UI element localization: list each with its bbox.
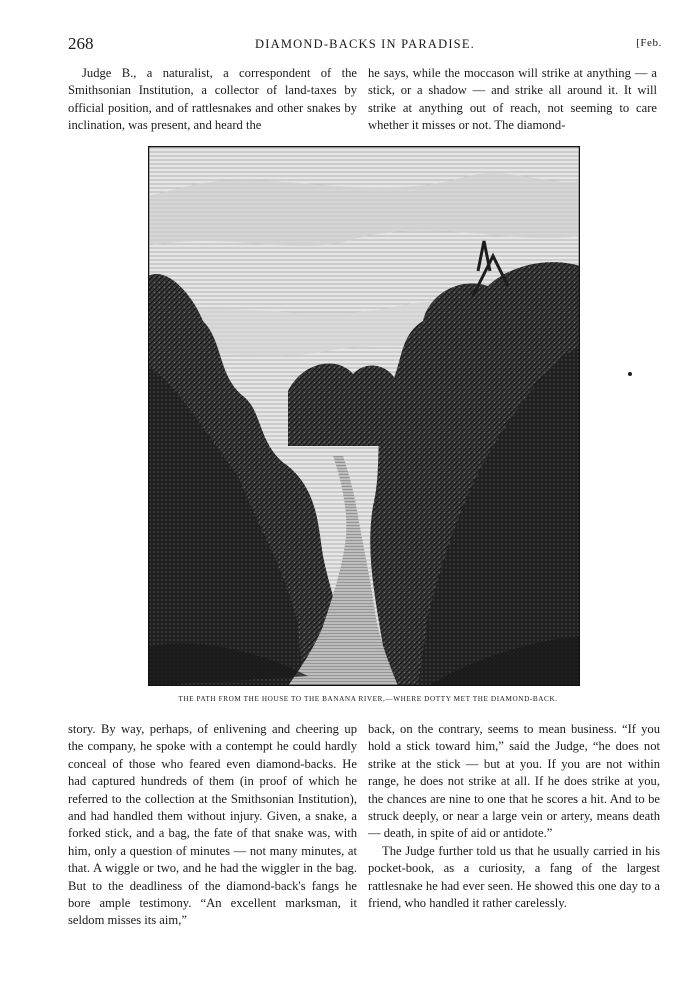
- paragraph: The Judge further told us that he usually carried in his pocket-book, as a curiosity, a fang of the largest rattlesnake he had ever seen. He showed this one day to a friend, who handled it rather carelessly.: [368, 843, 660, 911]
- text-column-top-left: [68, 65, 357, 135]
- ink-dot: [628, 372, 632, 376]
- running-month: [Feb.: [636, 37, 662, 49]
- paragraph: story. By way, perhaps, of enlivening and cheering up the company, he spoke with a contempt he could hardly conceal of those who feared even diamond-backs. He had captured hundreds of them (in proof of which he referred to the collection at the Smithsonian Institution), and had handled them without injury. Given, a snake, a forked stick, and a bag, the fate of that snake was, with him, only a question of minutes — not many minutes, at that. A wiggle or two, and he had the wiggler in the bag. But to the deadliness of the diamond-back's fangs he bore ample testimony. “An excellent marksman, it seldom misses its aim,”: [68, 722, 357, 928]
- paragraph: back, on the contrary, seems to mean business. “If you hold a stick toward him,” said the Judge, “he does not strike at the stick — but at you. If you are not within range, he does not strike at all. If he does strike at you, the chances are nine to one that he scores a hit. And to be struck deeply, or near a large vein or artery, means death — death, in spite of aid or antidote.”: [368, 722, 660, 841]
- text-column-top-right: [368, 65, 657, 135]
- paragraph: Judge B., a naturalist, a correspondent of the Smithsonian Institution, a collector of land-taxes by official position, and of rattlesnakes and other snakes by inclination, was present, and heard the: [68, 66, 357, 133]
- text-column-bottom-right: [368, 721, 660, 912]
- path-to-river-engraving: [148, 146, 580, 686]
- running-title: DIAMOND-BACKS IN PARADISE.: [255, 37, 475, 51]
- engraving-illustration: [148, 146, 580, 686]
- paragraph: he says, while the moccason will strike at anything — a stick, or a shadow — and strike all around it. It will strike at anything out of reach, not seeming to care whether it misses or not. The diamond-: [368, 66, 657, 133]
- text-column-bottom-left: [68, 721, 357, 930]
- running-head: [68, 34, 662, 54]
- figure-caption: THE PATH FROM THE HOUSE TO THE BANANA RIVER,—WHERE DOTTY MET THE DIAMOND-BACK.: [178, 695, 558, 703]
- page-number: 268: [68, 34, 94, 53]
